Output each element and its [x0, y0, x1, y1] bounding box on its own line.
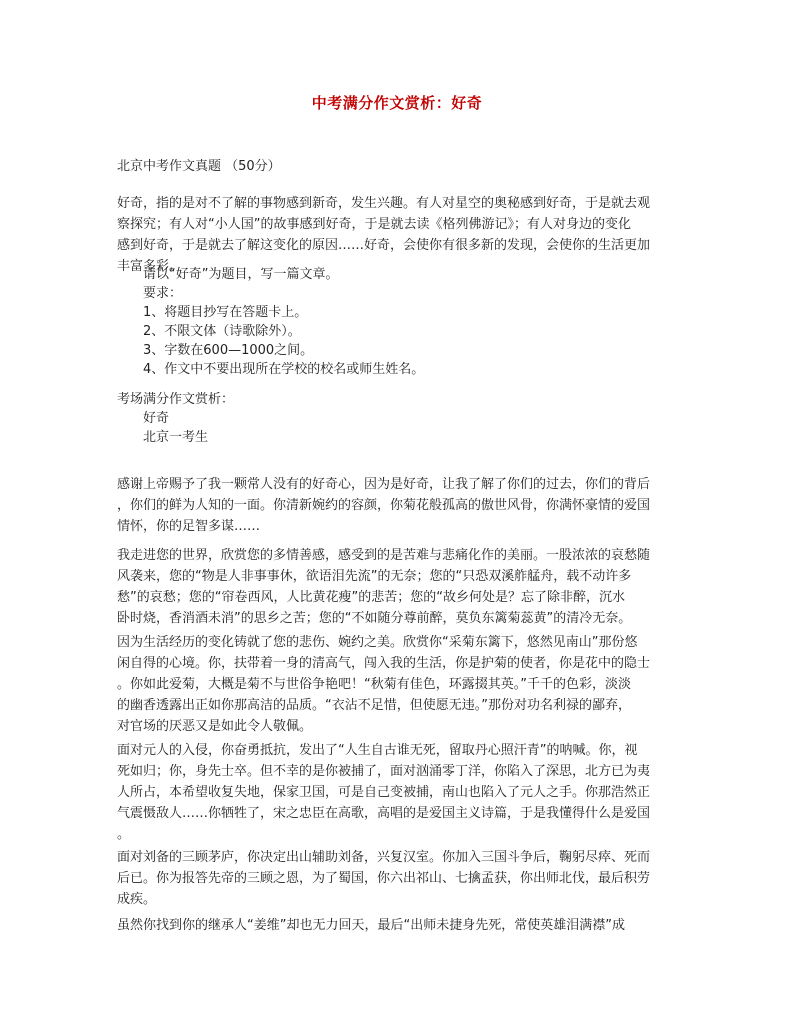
prompt-line: 好奇，指的是对不了解的事物感到新奇，发生兴趣。有人对星空的奥秘感到好奇，于是就去观 — [117, 196, 651, 211]
requirement-item: 4、作文中不要出现所在学校的校名或师生姓名。 — [143, 362, 425, 377]
prompt-line: 感到好奇，于是就去了解这变化的原因……好奇，会使你有很多新的发现，会使你的生活更加 — [117, 238, 651, 253]
paragraph-line: 。 — [117, 827, 131, 842]
essay-paragraph-4 — [117, 740, 683, 845]
paragraph-line: 愁”的哀愁；您的“帘卷西风，人比黄花瘦”的悲苦；您的“故乡何处是？忘了除非醉，沉水 — [117, 590, 625, 605]
paragraph-line: 死如归；你，身先士卒。但不幸的是你被捕了，面对汹涌零丁洋，你陷入了深思，北方已为夷 — [117, 764, 651, 779]
paragraph-line: 因为生活经历的变化铸就了您的悲伤、婉约之美。欣赏你“采菊东篱下，悠然见南山”那份悠 — [117, 635, 638, 650]
exam-heading: 北京中考作文真题 （50分） — [117, 159, 281, 174]
paragraph-line: 面对刘备的三顾茅庐，你决定出山辅助刘备，兴复汉室。你加入三国斗争后，鞠躬尽瘁、死而 — [117, 850, 651, 865]
paragraph-line: 。你如此爱菊，大概是菊不与世俗争艳吧！“秋菊有佳色，环露掇其英。”千千的色彩，淡淡 — [117, 677, 631, 692]
paragraph-line: 虽然你找到你的继承人“姜维”却也无力回天，最后“出师未捷身先死，常使英雄泪满襟”成 — [117, 918, 625, 933]
analysis-label: 考场满分作文赏析： — [117, 392, 235, 407]
paragraph-line: ，你们的鲜为人知的一面。你清新婉约的容颜，你菊花般孤高的傲世风骨，你满怀豪情的爱国 — [117, 498, 651, 513]
essay-paragraph-6 — [117, 915, 683, 936]
paragraph-line: 感谢上帝赐予了我一颗常人没有的好奇心，因为是好奇，让我了解了你们的过去，你们的背后 — [117, 477, 651, 492]
paragraph-line: 对官场的厌恶又是如此令人敬佩。 — [117, 719, 313, 734]
paragraph-line: 气震慑敌人……你牺牲了，宋之忠臣在高歌，高唱的是爱国主义诗篇，于是我懂得什么是爱国 — [117, 806, 651, 821]
requirement-item: 1、将题目抄写在答题卡上。 — [143, 305, 308, 320]
paragraph-line: 后已。你为报答先帝的三顾之恩，为了蜀国，你六出祁山、七擒孟获，你出师北伐，最后积劳 — [117, 871, 651, 886]
essay-paragraph-2 — [117, 545, 683, 629]
requirement-item: 2、不限文体（诗歌除外）。 — [143, 324, 301, 339]
prompt-line: 丰富多彩。 — [117, 259, 183, 274]
requirement-item: 3、字数在600—1000之间。 — [143, 343, 314, 358]
paragraph-line: 闲自得的心境。你，扶带着一身的清高气，闯入我的生活，你是护菊的使者，你是花中的隐士 — [117, 656, 651, 671]
essay-paragraph-1 — [117, 474, 683, 537]
task-statement: 请以“好奇”为题目，写一篇文章。 — [143, 267, 339, 282]
paragraph-line: 情怀，你的足智多谋…… — [117, 519, 261, 534]
paragraph-line: 的幽香透露出正如你那高洁的品质。“衣沾不足惜，但使愿无违。”那份对功名利禄的鄙弃， — [117, 698, 631, 713]
essay-author: 北京一考生 — [143, 430, 209, 445]
essay-paragraph-5 — [117, 847, 683, 910]
prompt-line: 察探究；有人对“小人国”的故事感到好奇，于是就去读《格列佛游记》；有人对身边的变化 — [117, 217, 631, 232]
paragraph-line: 面对元人的入侵，你奋勇抵抗，发出了“人生自古谁无死，留取丹心照汗青”的呐喊。你，视 — [117, 743, 638, 758]
document-title: 中考满分作文赏析：好奇 — [311, 94, 483, 112]
paragraph-line: 我走进您的世界，欣赏您的多情善感，感受到的是苦难与悲痛化作的美丽。一股浓浓的哀愁随 — [117, 548, 651, 563]
essay-paragraph-3 — [117, 632, 683, 737]
paragraph-line: 风袭来，您的“物是人非事事休，欲语泪先流”的无奈；您的“只恐双溪舴艋舟，载不动许多 — [117, 569, 632, 584]
paragraph-line: 人所占，本希望收复失地，保家卫国，可是自己变被捕，南山也陷入了元人之手。你那浩然正 — [117, 785, 651, 800]
essay-title: 好奇 — [143, 411, 170, 426]
paragraph-line: 卧时烧，香消酒未消”的思乡之苦；您的“不如随分尊前醉，莫负东篱菊蕊黄”的清冷无奈。 — [117, 611, 632, 626]
requirements-label: 要求： — [143, 286, 183, 301]
paragraph-line: 成疾。 — [117, 892, 157, 907]
